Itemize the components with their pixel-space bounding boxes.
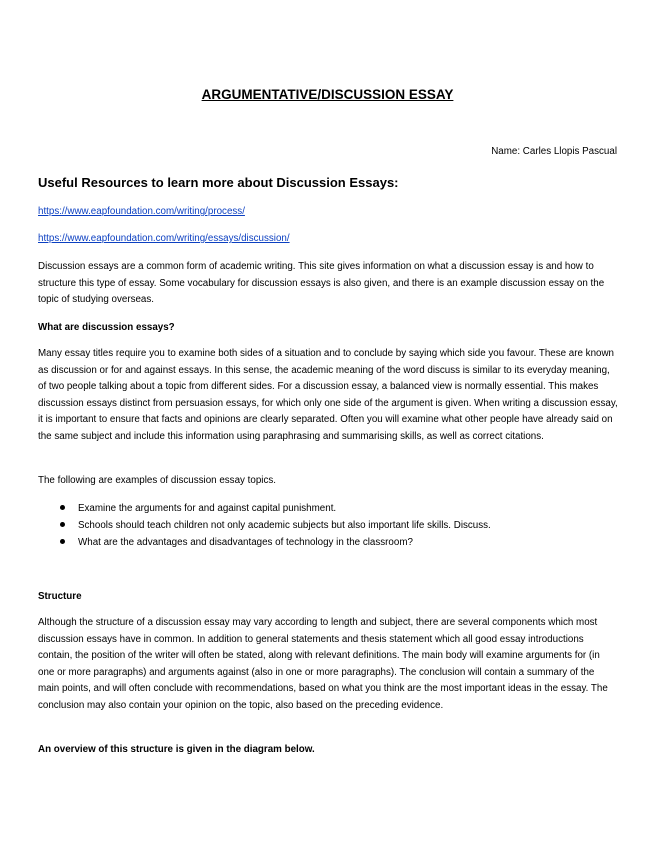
resource-link-process[interactable]: https://www.eapfoundation.com/writing/process/ (38, 206, 245, 217)
bullet-icon (60, 522, 65, 527)
examples-list (58, 500, 491, 551)
what-heading: What are discussion essays? (38, 322, 175, 333)
structure-paragraph: Although the structure of a discussion essay may vary according to length and subject, there are several components which most discussion essays have in common. In addition to general statements and thesis statement which all good essay introductions contain, the position of the writer will often be stated, along with relevant definitions. The main body will examine arguments for (in one or more paragraphs) and arguments against (also in one or more paragraphs). The conclusion will contain a summary of the main points, and will often conclude with recommendations, based on what you think are the most important ideas in the essay. The conclusion may also contain your opinion on the topic, also based on the preceding evidence. (38, 617, 608, 711)
overview-line: An overview of this structure is given in the diagram below. (38, 744, 315, 755)
example-text: Schools should teach children not only academic subjects but also important life skills. Discuss. (78, 520, 491, 531)
intro-paragraph: Discussion essays are a common form of academic writing. This site gives information on what a discussion essay is and how to structure this type of essay. Some vocabulary for discussion essays is also given, and there is an example discussion essay on the topic of studying overseas. (38, 261, 605, 305)
list-item (58, 534, 491, 551)
list-item (58, 517, 491, 534)
example-text: Examine the arguments for and against capital punishment. (78, 503, 337, 514)
example-text: What are the advantages and disadvantages of technology in the classroom? (78, 537, 413, 548)
bullet-icon (60, 539, 65, 544)
bullet-icon (60, 505, 65, 510)
resource-link-discussion[interactable]: https://www.eapfoundation.com/writing/essays/discussion/ (38, 233, 290, 244)
what-paragraph: Many essay titles require you to examine both sides of a situation and to conclude by saying which side you favour. These are known as discussion or for and against essays. In this sense, the academic meaning of the word discuss is similar to its everyday meaning, of two people talking about a topic from different sides. For a discussion essay, a balanced view is normally essential. This makes discussion essays distinct from persuasion essays, for which only one side of the argument is given. When writing a discussion essay, it is important to ensure that facts and opinions are clearly separated. Often you will examine what other people have already said on the same subject and include this information using paraphrasing and summarising skills, as well as correct citations. (38, 348, 618, 442)
structure-heading: Structure (38, 591, 82, 602)
author-name: Name: Carles Llopis Pascual (491, 146, 617, 157)
examples-intro: The following are examples of discussion essay topics. (38, 475, 276, 486)
list-item (58, 500, 491, 517)
document-title: ARGUMENTATIVE/DISCUSSION ESSAY (201, 87, 454, 102)
resources-heading: Useful Resources to learn more about Discussion Essays: (38, 175, 399, 190)
